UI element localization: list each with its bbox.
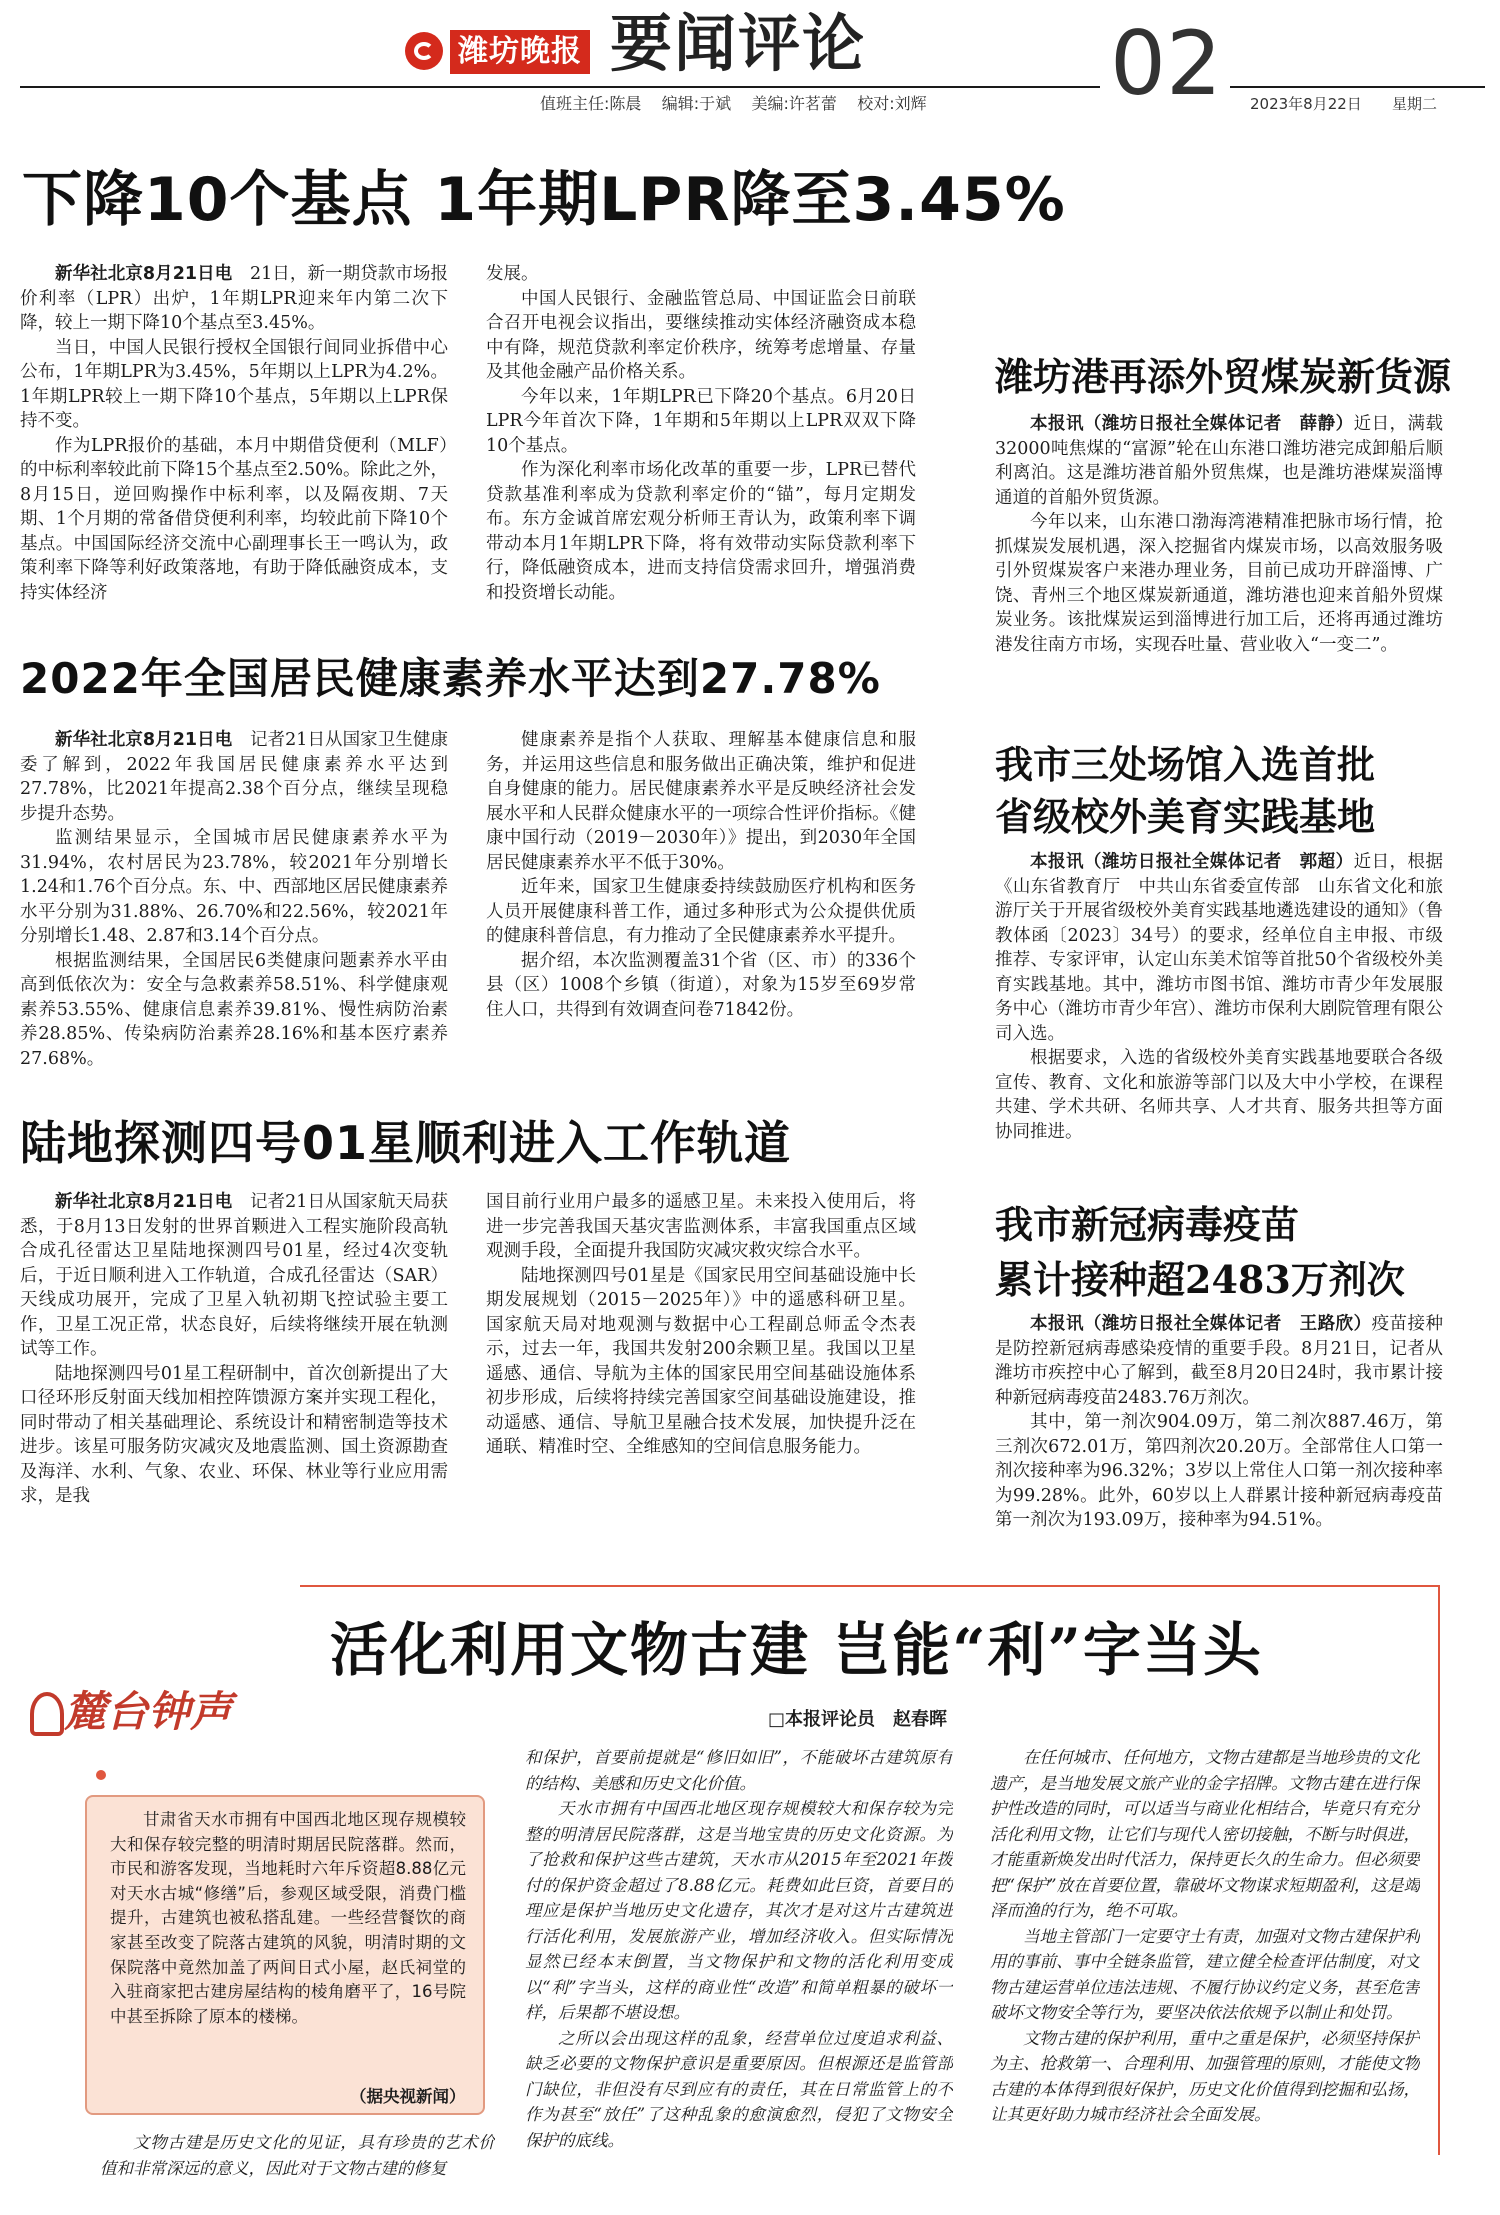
issue-date: 2023年8月22日 [1250, 95, 1362, 113]
satellite-paragraph: 国目前行业用户最多的遥感卫星。未来投入使用后，将进一步完善我国天基灾害监测体系，丰富我国重点区域观测手段，全面提升我国防灾减灾救灾综合水平。 [486, 1192, 916, 1261]
health-paragraph: 记者21日从国家卫生健康委了解到，2022年我国居民健康素养水平达到27.78%，比2021年提高2.38个百分点，继续呈现稳步提升态势。 [20, 730, 448, 824]
lpr-column-1 [20, 262, 448, 612]
commentary-paragraph: 之所以会出现这样的乱象，经营单位过度追求利益、缺乏必要的文物保护意识是重要原因。但根源还是监管部门缺位，非但没有尽到应有的责任，其在日常监管上的不作为甚至“放任”了这种乱象的愈演愈烈，侵犯了文物安全保护的底线。 [525, 2028, 953, 2150]
health-column-2 [486, 728, 916, 1098]
health-paragraph: 监测结果显示，全国城市居民健康素养水平为31.94%，农村居民为23.78%，较2021年分别增长1.24和1.76个百分点。东、中、西部地区居民健康素养水平分别为31.88%、26.70%和22.56%，较2021年分别增长1.48、2.87和3.14个百分点。 [20, 828, 448, 946]
commentary-paragraph: 文物古建是历史文化的见证，具有珍贵的艺术价值和非常深远的意义，因此对于文物古建的修复 [100, 2133, 495, 2178]
satellite-paragraph: 陆地探测四号01星是《国家民用空间基础设施中长期发展规划（2015－2025年）》中的遥感科研卫星。国家航天局对地观测与数据中心工程副总师孟令杰表示，过去一年，我国共发射200余颗卫星。我国以卫星遥感、通信、导航为主体的国家民用空间基础设施体系初步形成，后续将持续完善国家空间基础设施建设，推动遥感、通信、导航卫星融合技术发展，加快提升泛在通联、精准时空、全维感知的空间信息服务能力。 [486, 1265, 916, 1457]
port-headline: 潍坊港再添外贸煤炭新货源 [995, 354, 1452, 399]
health-dateline: 新华社北京8月21日电 [55, 730, 233, 750]
lpr-paragraph: 作为LPR报价的基础，本月中期借贷便利（MLF）的中标利率较此前下降15个基点至2.50%。除此之外，8月15日，逆回购操作中标利率，以及隔夜期、7天期、1个月期的常备借贷便利利率，均较此前下降10个基点。中国国际经济交流中心副理事长王一鸣认为，政策利率下降等利好政策落地，有助于降低融资成本，支持实体经济 [20, 435, 448, 603]
lpr-paragraph: 21日，新一期贷款市场报价利率（LPR）出炉，1年期LPR迎来年内第二次下降，较上一期下降10个基点至3.45%。 [20, 264, 448, 333]
vaccine-paragraph: 其中，第一剂次904.09万，第二剂次887.46万，第三剂次672.01万，第四剂次20.20万。全部常住人口第一剂次接种率为96.32%；3岁以上常住人口第一剂次接种率为99.28%。此外，60岁以上人群累计接种新冠病毒疫苗第一剂次为193.09万，接种率为94.51%。 [995, 1412, 1443, 1530]
logo-text: 潍坊晚报 [450, 30, 590, 74]
issue-weekday: 星期二 [1392, 95, 1438, 113]
commentary-paragraph: 天水市拥有中国西北地区现存规模较大和保存较为完整的明清居民院落群，这是当地宝贵的历史文化资源。为了抢救和保护这些古建筑，天水市从2015年至2021年拨付的保护资金超过了8.88亿元。耗费如此巨资，首要目的理应是保护当地历史文化遗存，其次才是对这片古建筑进行活化利用，发展旅游产业，增加经济收入。但实际情况显然已经本末倒置，当文物保护和文物的活化利用变成以“利”字当头，这样的商业性“改造”和简单粗暴的破坏一样，后果都不堪设想。 [525, 1799, 953, 2022]
commentary-paragraph: 和保护，首要前提就是“修旧如旧”，不能破坏古建筑原有的结构、美感和历史文化价值。 [525, 1748, 953, 1793]
lpr-paragraph: 中国人民银行、金融监管总局、中国证监会日前联合召开电视会议指出，要继续推动实体经济融资成本稳中有降，规范贷款利率定价秩序，统筹考虑增量、存量及其他金融产品价格关系。 [486, 288, 916, 382]
masthead [0, 0, 1500, 120]
page-number: 02 [1110, 12, 1222, 115]
venues-paragraph: 近日，根据《山东省教育厅 中共山东省委宣传部 山东省文化和旅游厅关于开展省级校外美育实践基地遴选建设的通知》（鲁教体函〔2023〕34号）的要求，经单位自主申报、市级推荐、专家评审，认定山东美术馆等首批50个省级校外美育实践基地。其中，潍坊市图书馆、潍坊市青少年发展服务中心（潍坊市青少年宫）、潍坊市保利大剧院管理有限公司入选。 [995, 852, 1443, 1044]
port-paragraph: 近日，满载32000吨焦煤的“富源”轮在山东港口潍坊港完成卸船后顺利离泊。这是潍坊港首船外贸焦煤，也是潍坊港煤炭淄博通道的首船外贸货源。 [995, 414, 1443, 508]
venues-body [995, 850, 1443, 1175]
vaccine-paragraph: 疫苗接种是防控新冠病毒感染疫情的重要手段。8月21日，记者从潍坊市疾控中心了解到，截至8月20日24时，我市累计接种新冠病毒疫苗2483.76万剂次。 [995, 1314, 1443, 1408]
lpr-paragraph: 今年以来，1年期LPR已下降20个基点。6月20日LPR今年首次下降，1年期和5年期以上LPR双双下降10个基点。 [486, 386, 916, 456]
lpr-paragraph: 发展。 [486, 264, 539, 284]
section-title: 要闻评论 [610, 7, 867, 80]
vaccine-body [995, 1312, 1443, 1537]
satellite-paragraph: 记者21日从国家航天局获悉，于8月13日发射的世界首颗进入工程实施阶段高轨合成孔径雷达卫星陆地探测四号01星，经过4次变轨后，于近日顺利进入工作轨道，合成孔径雷达（SAR）天线成功展开，完成了卫星入轨初期飞控试验主要工作，卫星工况正常，状态良好，后续将继续开展在轨测试等工作。 [20, 1192, 448, 1359]
commentary-paragraph: 当地主管部门一定要守土有责，加强对文物古建保护利用的事前、事中全链条监管，建立健全检查评估制度，对文物古建运营单位违法违规、不履行协议约定义务，甚至危害破坏文物安全等行为，要坚决依法依规予以制止和处罚。 [990, 1926, 1420, 2022]
health-paragraph: 近年来，国家卫生健康委持续鼓励医疗机构和医务人员开展健康科普工作，通过多种形式为公众提供优质的健康科普信息，有力推动了全民健康素养水平提升。 [486, 877, 916, 946]
lpr-paragraph: 当日，中国人民银行授权全国银行间同业拆借中心公布，1年期LPR为3.45%，5年期以上LPR为4.2%。1年期LPR较上一期下降10个基点，5年期以上LPR保持不变。 [20, 337, 448, 431]
sidebar-accent-dot [96, 1770, 106, 1780]
venues-headline-line1: 我市三处场馆入选首批 [995, 742, 1376, 787]
bell-icon [30, 1692, 64, 1736]
commentary-sidebar [110, 1808, 466, 2108]
health-paragraph: 健康素养是指个人获取、理解基本健康信息和服务，并运用这些信息和服务做出正确决策，维护和促进自身健康的能力。居民健康素养水平是反映经济社会发展水平和人民群众健康水平的一项综合性评价指标。《健康中国行动（2019－2030年）》提出，到2030年全国居民健康素养水平不低于30%。 [486, 730, 916, 873]
satellite-column-1 [20, 1190, 448, 1535]
satellite-paragraph: 陆地探测四号01星工程研制中，首次创新提出了大口径环形反射面天线加相控阵馈源方案并实现工程化，同时带动了相关基础理论、系统设计和精密制造等技术进步。该星可服务防灾减灾及地震监测、国土资源勘查及海洋、水利、气象、农业、环保、林业等行业应用需求，是我 [20, 1363, 448, 1506]
vaccine-headline-line1: 我市新冠病毒疫苗 [995, 1202, 1300, 1247]
commentary-column-2 [525, 1745, 953, 2200]
sidebar-source: （据央视新闻） [350, 2087, 466, 2106]
health-headline: 2022年全国居民健康素养水平达到27.78% [20, 654, 881, 703]
port-byline: 本报讯（潍坊日报社全媒体记者 薛静） [1030, 414, 1354, 434]
port-paragraph: 今年以来，山东港口渤海湾港精准把脉市场行情，抢抓煤炭发展机遇，深入挖掘省内煤炭市场，以高效服务吸引外贸煤炭客户来港办理业务，目前已成功开辟淄博、广饶、青州三个地区煤炭新通道，潍坊港也迎来首船外贸煤炭业务。该批煤炭运到淄博进行加工后，还将再通过潍坊港发往南方市场，实现吞吐量、营业收入“一变二”。 [995, 512, 1443, 655]
sidebar-text: 甘肃省天水市拥有中国西北地区现存规模较大和保存较完整的明清时期居民院落群。然而，市民和游客发现，当地耗时六年斥资超8.88亿元对天水古城“修缮”后，参观区域受限，消费门槛提升，古建筑也被私搭乱建。一些经营餐饮的商家甚至改变了院落古建筑的风貌，明清时期的文保院落中竟然加盖了两间日式小屋，赵氏祠堂的入驻商家把古建房屋结构的棱角磨平了，16号院中甚至拆除了原本的楼梯。 [110, 1810, 466, 2026]
health-column-1 [20, 728, 448, 1098]
satellite-headline: 陆地探测四号01星顺利进入工作轨道 [20, 1116, 792, 1170]
vaccine-byline: 本报讯（潍坊日报社全媒体记者 王路欣） [1030, 1314, 1372, 1334]
satellite-column-2 [486, 1190, 916, 1535]
commentary-paragraph: 在任何城市、任何地方，文物古建都是当地珍贵的文化遗产，是当地发展文旅产业的金字招牌。文物古建在进行保护性改造的同时，可以适当与商业化相结合，毕竟只有充分活化利用文物，让它们与现代人密切接触，不断与时俱进，才能重新焕发出时代活力，保持更长久的生命力。但必须要把“保护”放在首要位置，靠破坏文物谋求短期盈利，这是竭泽而渔的行为，绝不可取。 [990, 1748, 1420, 1920]
lpr-paragraph: 作为深化利率市场化改革的重要一步，LPR已替代贷款基准利率成为贷款利率定价的“锚”，每月定期发布。东方金诚首席宏观分析师王青认为，政策利率下调带动本月1年期LPR下降，将有效带动实际贷款利率下行，降低融资成本，进而支持信贷需求回升，增强消费和投资增长动能。 [486, 460, 916, 603]
column-logo: 麓台钟声 [64, 1687, 233, 1736]
logo-swirl-icon [414, 42, 434, 60]
health-paragraph: 根据监测结果，全国居民6类健康问题素养水平由高到低依次为：安全与急救素养58.51%、科学健康观素养53.55%、健康信息素养39.81%、慢性病防治素养28.85%、传染病防治素养28.16%和基本医疗素养27.68%。 [20, 950, 448, 1069]
commentary-column-3 [990, 1745, 1420, 2200]
venues-headline-line2: 省级校外美育实践基地 [995, 794, 1376, 839]
lpr-column-2 [486, 262, 916, 612]
masthead-rule [20, 86, 1100, 88]
commentary-headline: 活化利用文物古建 岂能“利”字当头 [330, 1616, 1263, 1684]
commentary-byline: □本报评论员 赵春晖 [768, 1709, 948, 1730]
port-body [995, 412, 1443, 682]
lpr-dateline: 新华社北京8月21日电 [55, 264, 233, 284]
commentary-column-1 [100, 2130, 495, 2200]
vaccine-headline-line2: 累计接种超2483万剂次 [995, 1257, 1405, 1302]
lpr-headline: 下降10个基点 1年期LPR降至3.45% [22, 165, 1066, 235]
venues-byline: 本报讯（潍坊日报社全媒体记者 郭超） [1030, 852, 1354, 872]
satellite-dateline: 新华社北京8月21日电 [55, 1192, 233, 1212]
commentary-paragraph: 文物古建的保护利用，重中之重是保护，必须坚持保护为主、抢救第一、合理利用、加强管理的原则，才能使文物古建的本体得到很好保护，历史文化价值得到挖掘和弘扬，让其更好助力城市经济社会全面发展。 [990, 2028, 1420, 2124]
masthead-rule-right [1230, 86, 1485, 88]
venues-paragraph: 根据要求，入选的省级校外美育实践基地要联合各级宣传、教育、文化和旅游等部门以及大中小学校，在课程共建、学术共研、名师共享、人才共育、服务共担等方面协同推进。 [995, 1048, 1443, 1142]
health-paragraph: 据介绍，本次监测覆盖31个省（区、市）的336个县（区）1008个乡镇（街道），对象为15岁至69岁常住人口，共得到有效调查问卷71842份。 [486, 950, 916, 1020]
staff-line: 值班主任:陈晨 编辑:于斌 美编:许茗蕾 校对:刘辉 [540, 94, 927, 113]
